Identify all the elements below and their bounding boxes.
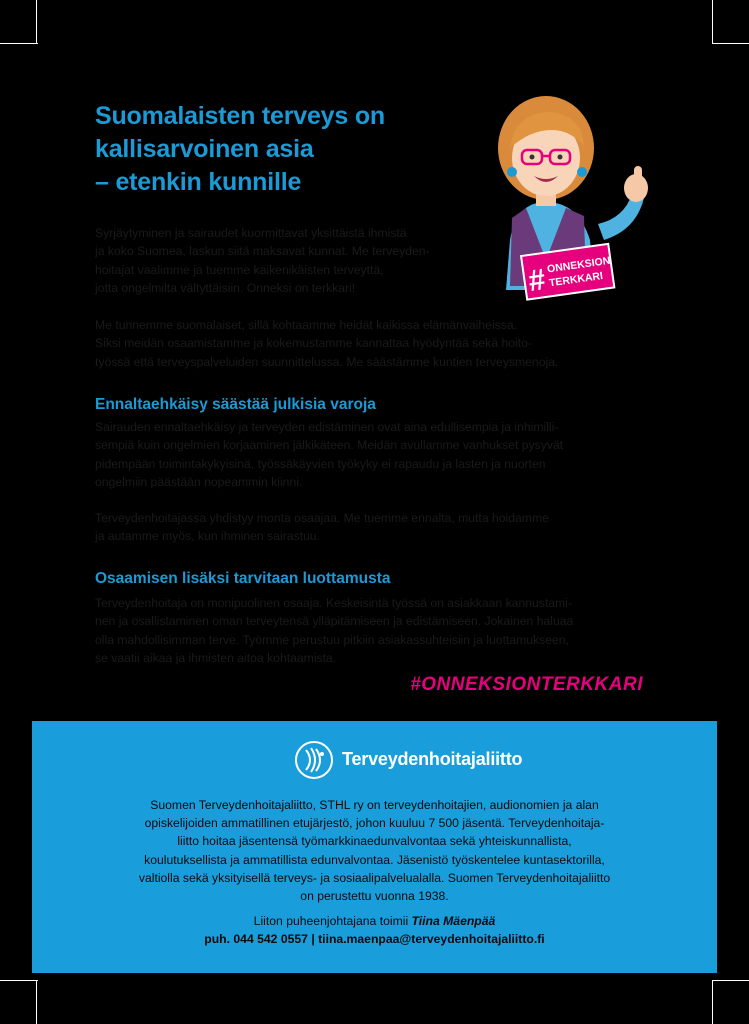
footer-contact [32, 912, 717, 948]
section1-paragraph-2 [95, 509, 549, 546]
text-line: Me tunnemme suomalaiset, sillä kohtaamme heidät kaikissa elämänvaiheissa. [95, 318, 518, 332]
crop-mark-top-right-h [712, 43, 749, 44]
text-line: ja autamme myös, kun ihminen sairastuu. [95, 529, 320, 544]
text-line: opiskelijoiden ammatillinen etujärjestö, johon kuuluu 7 500 jäsentä. Terveydenhoitaja- [144, 816, 605, 831]
section-heading-trust: Osaamisen lisäksi tarvitaan luottamusta [95, 570, 391, 587]
text-line: on perustettu vuonna 1938. [300, 889, 449, 904]
terveydenhoitajaliitto-logo-icon [294, 740, 334, 780]
footer-description [32, 796, 717, 905]
text-line: työssä että terveyspalveluiden suunnittelussa. Me säästämme kuntien terveysmenoja. [95, 354, 559, 369]
page-title [95, 100, 475, 199]
text-line: ongelmiin päästään nopeammin kiinni. [95, 474, 303, 489]
title-line: – etenkin kunnille [95, 168, 302, 196]
crop-mark-bottom-left-v [36, 980, 37, 1024]
section1-paragraph-1 [95, 418, 563, 491]
text-line: pidempään toimintakykyisinä, työssäkäyvien työkyky ei rapaudu ja lasten ja nuorten [95, 456, 546, 471]
text-line: hoitajat vaalimme ja tuemme kaikenikäisten terveyttä, [95, 262, 384, 277]
intro-paragraph-1 [95, 224, 430, 297]
crop-mark-top-right-v [712, 0, 713, 44]
text-line: Syrjäytyminen ja sairaudet kuormittavat yksittäistä ihmistä [95, 226, 407, 240]
section-heading-prevention: Ennaltaehkäisy säästää julkisia varoja [95, 396, 376, 413]
crop-mark-top-left-h [0, 43, 38, 44]
text-line: Siksi meidän osaamistamme ja kokemustamme kannattaa hyödyntää sekä hoito- [95, 336, 532, 351]
sign-hash: # [526, 263, 548, 299]
contact-line[interactable]: puh. 044 542 0557 | tiina.maenpaa@terveydenhoitajaliitto.fi [204, 932, 545, 947]
hashtag-onneksionterkkari: #ONNEKSIONTERKKARI [410, 674, 643, 695]
organization-logo [294, 740, 564, 780]
text-line: valtiolla sekä yksityisellä terveys- ja sosiaalipalvelualalla. Suomen Terveydenhoitajaliitto [138, 870, 611, 885]
crop-mark-bottom-right-v [712, 980, 713, 1024]
crop-mark-top-left-v [36, 0, 37, 44]
section2-paragraph-1 [95, 594, 573, 667]
text-line: se vaatii aikaa ja ihmisten aitoa kohtaamista. [95, 650, 337, 665]
text-line: Suomen Terveydenhoitajaliitto, STHL ry on terveydenhoitajien, audionomien ja alan [150, 798, 599, 812]
chair-prefix: Liiton puheenjohtajana toimii [253, 914, 412, 928]
title-line: Suomalaisten terveys on [95, 102, 385, 130]
title-line: kallisarvoinen asia [95, 135, 314, 163]
chair-line [32, 912, 717, 930]
logo-text: Terveydenhoitajaliitto [342, 749, 523, 769]
crop-mark-bottom-right-h [712, 980, 749, 981]
text-line: Sairauden ennaltaehkäisy ja terveyden edistäminen ovat aina edullisempia ja inhimilli- [95, 420, 559, 434]
text-line: nen ja osallistaminen oman terveytensä ylläpitämiseen ja edistämiseen. Jokainen haluaa [95, 614, 574, 629]
text-line: olla mahdollisimman terve. Työmme perustuu pitkiin asiakassuhteisiin ja luottamukseen, [95, 632, 569, 647]
text-line: sempiä kuin ongelmien korjaaminen jälkikäteen. Meidän avullamme vanhukset pysyvät [95, 438, 564, 453]
text-line: ja koko Suomea, laskun siitä maksavat kunnat. Me terveyden- [95, 244, 430, 259]
text-line: Terveydenhoitajassa yhdistyy monta osaajaa. Me tuemme ennalta, mutta hoidamme [95, 511, 549, 525]
crop-mark-bottom-left-h [0, 980, 38, 981]
intro-paragraph-2 [95, 316, 558, 371]
text-line: liitto hoitaa jäsentensä työmarkkinaedunvalvontaa sekä yhteiskunnallista, [177, 834, 572, 849]
text-line: jotta ongelmilta vältyttäisiin. Onneksi on terkkari! [95, 280, 356, 295]
sign-line-1: ONNEKSION [546, 254, 612, 276]
nurse-character-illustration [486, 90, 656, 312]
chair-name: Tiina Mäenpää [411, 914, 496, 928]
text-line: koulutuksellista ja ammatillista edunvalvontaa. Jäsenistö työskentelee kuntasektorilla, [144, 852, 605, 867]
footer-panel [32, 721, 717, 973]
sign-line-2: TERKKARI [548, 269, 604, 290]
text-line: Terveydenhoitaja on monipuolinen osaaja. Keskeisintä työssä on asiakkaan kannustami- [95, 596, 572, 610]
